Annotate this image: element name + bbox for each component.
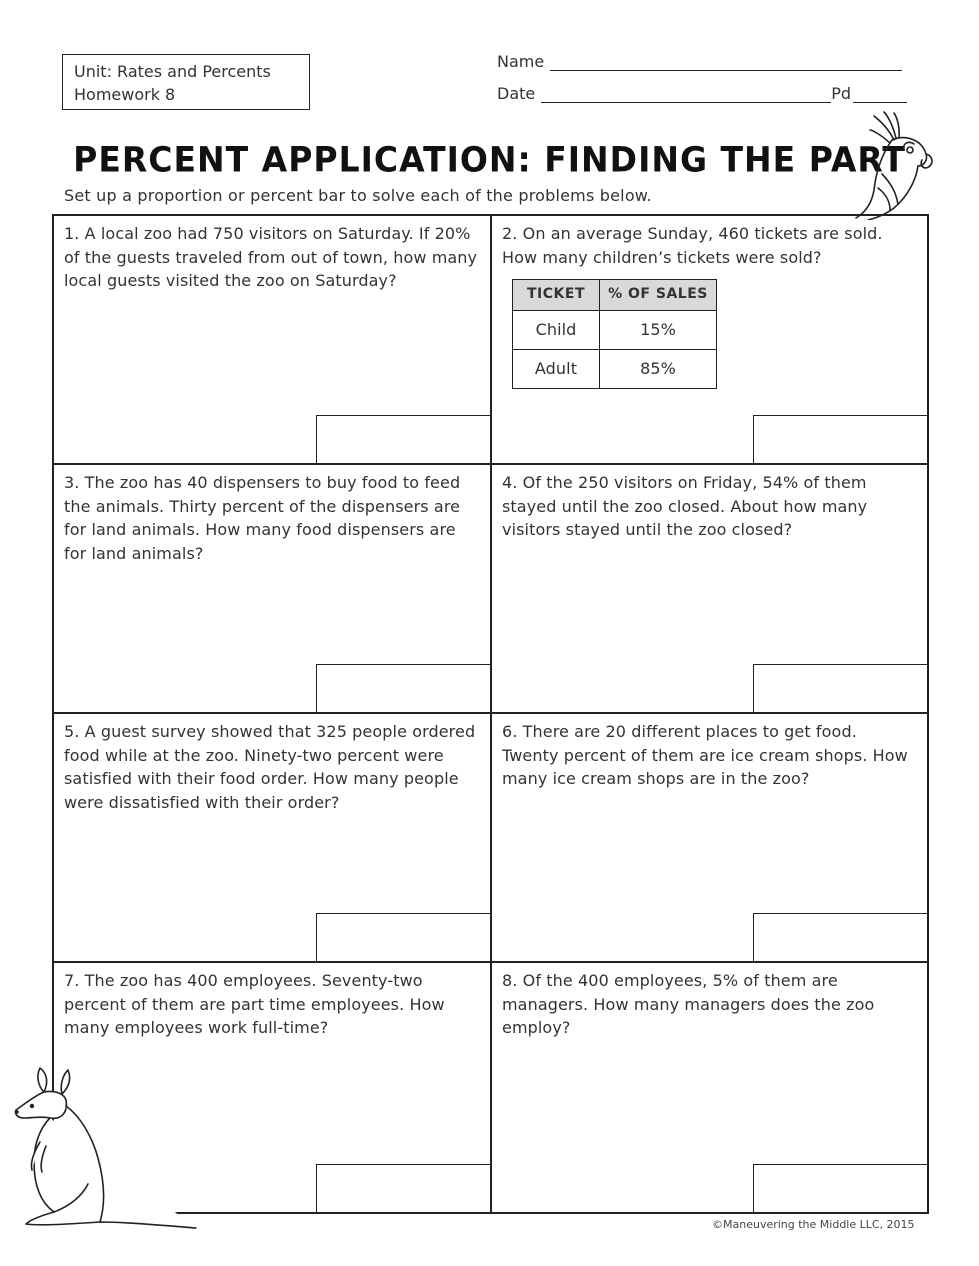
homework-number: Homework 8 — [74, 85, 176, 104]
table-row — [513, 350, 717, 389]
answer-box[interactable] — [316, 1164, 490, 1212]
copyright-notice: ©Maneuvering the Middle LLC, 2015 — [712, 1218, 915, 1231]
table-cell: 85% — [600, 350, 717, 389]
period-label: Pd — [831, 84, 852, 103]
problem-text: 5. A guest survey showed that 325 people ordered food while at the zoo. Ninety-two percent were satisfied with their food order. How many people were dissatisfied with their order? — [64, 722, 476, 812]
problem-text: 6. There are 20 different places to get food. Twenty percent of them are ice cream shops. How many ice cream shops are in the zoo? — [502, 722, 908, 788]
problem-4 — [492, 465, 927, 714]
problem-8 — [492, 963, 927, 1212]
column-header: % OF SALES — [600, 280, 717, 311]
date-label: Date — [497, 84, 536, 103]
cockatoo-illustration — [846, 110, 936, 220]
answer-box[interactable] — [316, 415, 490, 463]
problem-6 — [492, 714, 927, 963]
problem-3 — [54, 465, 492, 714]
unit-title: Unit: Rates and Percents — [74, 62, 271, 81]
problem-1 — [54, 216, 492, 465]
table-row — [513, 311, 717, 350]
answer-box[interactable] — [753, 1164, 927, 1212]
kangaroo-illustration — [10, 1066, 200, 1238]
problem-text: 2. On an average Sunday, 460 tickets are sold. How many children’s tickets were sold? — [502, 224, 883, 267]
problem-text: 7. The zoo has 400 employees. Seventy-two percent of them are part time employees. How many employees work full-time? — [64, 971, 445, 1037]
date-field[interactable] — [497, 84, 907, 103]
table-cell: Child — [513, 311, 600, 350]
problem-text: 3. The zoo has 40 dispensers to buy food to feed the animals. Thirty percent of the dispensers are for land animals. How many food dispensers are for land animals? — [64, 473, 461, 563]
name-field[interactable] — [497, 52, 902, 71]
ticket-sales-table — [512, 279, 717, 389]
answer-box[interactable] — [753, 913, 927, 961]
answer-box[interactable] — [316, 664, 490, 712]
period-blank[interactable] — [853, 86, 907, 103]
problem-grid — [52, 214, 929, 1214]
problem-text: 1. A local zoo had 750 visitors on Saturday. If 20% of the guests traveled from out of town, how many local guests visited the zoo on Saturday? — [64, 224, 478, 290]
problem-5 — [54, 714, 492, 963]
instructions: Set up a proportion or percent bar to solve each of the problems below. — [64, 186, 652, 205]
name-blank[interactable] — [550, 54, 902, 71]
problem-text: 4. Of the 250 visitors on Friday, 54% of them stayed until the zoo closed. About how many visitors stayed until the zoo closed? — [502, 473, 868, 539]
table-header-row — [513, 280, 717, 311]
problem-2 — [492, 216, 927, 465]
column-header: TICKET — [513, 280, 600, 311]
table-cell: Adult — [513, 350, 600, 389]
answer-box[interactable] — [753, 415, 927, 463]
page-title: PERCENT APPLICATION: FINDING THE PART — [73, 139, 906, 180]
name-label: Name — [497, 52, 545, 71]
unit-info-box — [62, 54, 310, 110]
answer-box[interactable] — [753, 664, 927, 712]
date-blank[interactable] — [541, 86, 831, 103]
table-cell: 15% — [600, 311, 717, 350]
problem-text: 8. Of the 400 employees, 5% of them are managers. How many managers does the zoo employ? — [502, 971, 875, 1037]
answer-box[interactable] — [316, 913, 490, 961]
